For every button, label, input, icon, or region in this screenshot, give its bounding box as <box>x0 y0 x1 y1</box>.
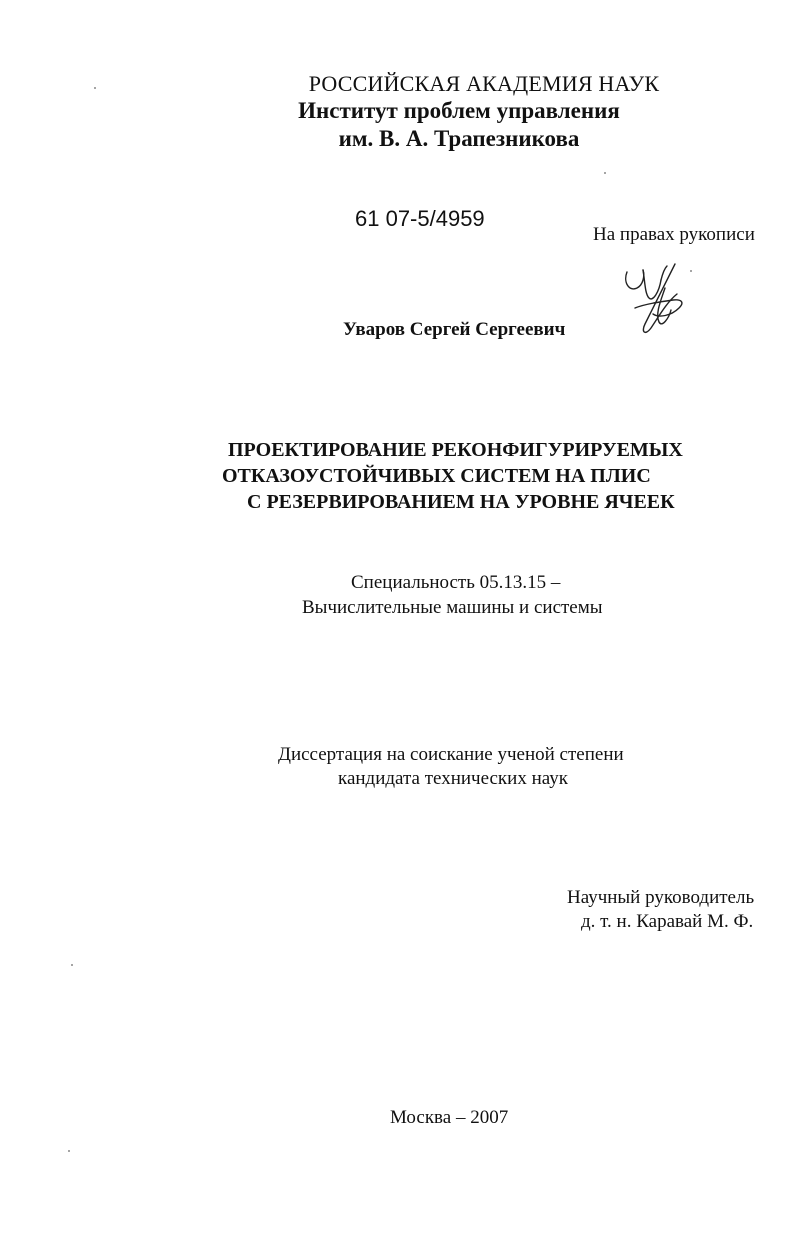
scan-speck <box>690 270 692 272</box>
catalog-number: 61 07-5/4959 <box>355 206 485 231</box>
dissertation-line-1: Диссертация на соискание ученой степени <box>278 744 624 765</box>
title-line-2: ОТКАЗОУСТОЙЧИВЫХ СИСТЕМ НА ПЛИС <box>222 465 651 487</box>
title-line-1: ПРОЕКТИРОВАНИЕ РЕКОНФИГУРИРУЕМЫХ <box>228 439 683 461</box>
signature-image <box>615 258 690 340</box>
scan-speck <box>604 172 606 174</box>
scan-speck <box>94 87 96 89</box>
scan-speck <box>68 1150 70 1152</box>
institute-name: Институт проблем управления <box>298 98 620 123</box>
supervisor-label: Научный руководитель <box>567 887 755 908</box>
title-line-3: С РЕЗЕРВИРОВАНИЕМ НА УРОВНЕ ЯЧЕЕК <box>247 491 675 513</box>
dissertation-line-2: кандидата технических наук <box>338 768 568 789</box>
city-year: Москва – 2007 <box>390 1107 509 1128</box>
specialty-line-2: Вычислительные машины и системы <box>302 597 603 618</box>
rights-note: На правах рукописи <box>593 224 755 245</box>
scan-speck <box>71 964 73 966</box>
supervisor-name: д. т. н. Каравай М. Ф. <box>581 911 754 932</box>
institute-name-line2: им. В. А. Трапезникова <box>338 126 580 151</box>
academy-name: РОССИЙСКАЯ АКАДЕМИЯ НАУК <box>308 71 660 96</box>
author-name: Уваров Сергей Сергеевич <box>343 319 566 340</box>
specialty-line-1: Специальность 05.13.15 – <box>351 572 561 593</box>
